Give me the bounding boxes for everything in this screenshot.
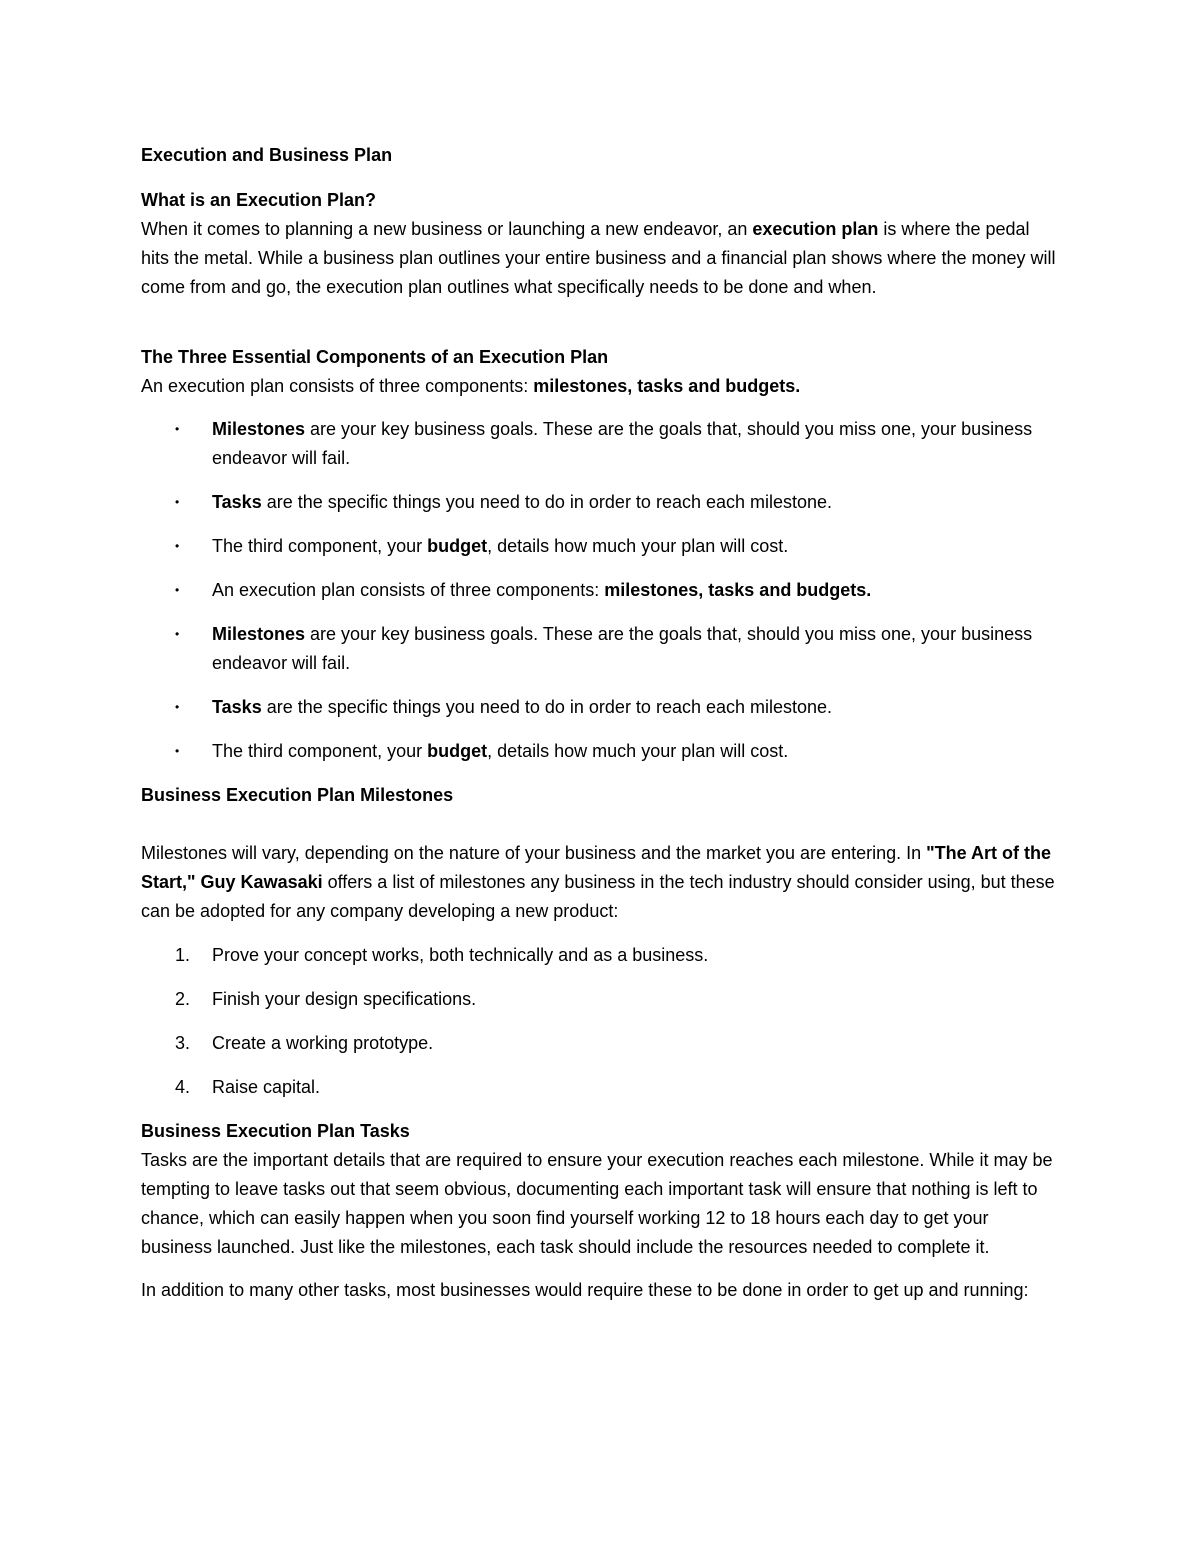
bullet-marker-icon: • (175, 422, 180, 436)
bullet-text: The third component, your (212, 741, 428, 761)
paragraph-text: Milestones will vary, depending on the nature of your business and the market you are entering. In (141, 843, 927, 863)
bullet-item (141, 737, 1061, 766)
paragraph-tasks: Tasks are the important details that are required to ensure your execution reaches each milestone. While it may be tempting to leave tasks out that seem obvious, documenting each important task will ensure that nothing is left to chance, which can easily happen when you soon find yourself working 12 to 18 hours each day to get your business launched. Just like the milestones, each task should include the resources needed to complete it. (141, 1150, 1053, 1257)
list-item-text: Finish your design specifications. (212, 989, 477, 1009)
paragraph-tasks-closing: In addition to many other tasks, most businesses would require these to be done in order to get up and running: (141, 1280, 1029, 1300)
bullet-marker-icon: • (175, 744, 180, 758)
bullet-item (141, 693, 1061, 722)
paragraph-text: is where the pedal hits the metal. While a business plan outlines your entire business and a financial plan shows where the money will come from and go, the execution plan outlines what specifically needs to be done and when. (141, 219, 1056, 297)
paragraph-execution-plan (141, 215, 1061, 302)
bullet-text: , details how much your plan will cost. (487, 536, 789, 556)
bullet-bold-text: budget (427, 536, 488, 556)
components-bullet-list (141, 415, 1061, 766)
bullet-item (141, 415, 1061, 473)
bullet-marker-icon: • (175, 539, 180, 553)
paragraph-text: offers a list of milestones any business in the tech industry should consider using, but these can be adopted for any company developing a new product: (141, 872, 1055, 921)
bullet-text: An execution plan consists of three components: (212, 580, 605, 600)
bullet-text: , details how much your plan will cost. (487, 741, 789, 761)
list-item-text: Raise capital. (212, 1077, 321, 1097)
paragraph-components-intro (141, 372, 1061, 401)
paragraph-text: When it comes to planning a new business or launching a new endeavor, an (141, 219, 753, 239)
bullet-item (141, 576, 1061, 605)
bullet-text: are the specific things you need to do in order to reach each milestone. (261, 697, 833, 717)
bullet-bold-text: Milestones (212, 624, 306, 644)
section-heading-tasks: Business Execution Plan Tasks (141, 1121, 410, 1141)
bullet-item (141, 620, 1061, 678)
list-number: 3. (175, 1033, 191, 1053)
paragraph-milestones (141, 839, 1061, 926)
list-number: 2. (175, 989, 191, 1009)
paragraph-bold-text: execution plan (752, 219, 879, 239)
bullet-text: are your key business goals. These are the goals that, should you miss one, your business endeavor will fail. (212, 624, 1033, 673)
list-number: 1. (175, 945, 191, 965)
bullet-bold-text: budget (427, 741, 488, 761)
section-heading-execution-plan: What is an Execution Plan? (141, 190, 377, 210)
bullet-marker-icon: • (175, 495, 180, 509)
bullet-bold-text: Tasks (212, 492, 262, 512)
bullet-marker-icon: • (175, 627, 180, 641)
numbered-list-item (141, 1073, 1061, 1102)
bullet-item (141, 488, 1061, 517)
numbered-list-item (141, 1029, 1061, 1058)
numbered-list-item (141, 985, 1061, 1014)
bullet-item (141, 532, 1061, 561)
bullet-text: The third component, your (212, 536, 428, 556)
numbered-list-item (141, 941, 1061, 970)
bullet-marker-icon: • (175, 700, 180, 714)
bullet-text: are your key business goals. These are the goals that, should you miss one, your business endeavor will fail. (212, 419, 1033, 468)
document-page (141, 141, 1061, 1305)
milestones-numbered-list (141, 941, 1061, 1102)
bullet-bold-text: Tasks (212, 697, 262, 717)
paragraph-text: An execution plan consists of three components: (141, 376, 534, 396)
bullet-text: are the specific things you need to do in order to reach each milestone. (261, 492, 833, 512)
list-item-text: Create a working prototype. (212, 1033, 434, 1053)
list-item-text: Prove your concept works, both technically and as a business. (212, 945, 709, 965)
section-heading-milestones: Business Execution Plan Milestones (141, 785, 454, 805)
bullet-marker-icon: • (175, 583, 180, 597)
section-heading-components: The Three Essential Components of an Execution Plan (141, 347, 609, 367)
paragraph-bold-text: "The Art of the Start," Guy Kawasaki (141, 843, 1051, 892)
bullet-bold-text: milestones, tasks and budgets. (604, 580, 872, 600)
document-title: Execution and Business Plan (141, 145, 393, 165)
paragraph-bold-text: milestones, tasks and budgets. (533, 376, 801, 396)
bullet-bold-text: Milestones (212, 419, 306, 439)
list-number: 4. (175, 1077, 191, 1097)
